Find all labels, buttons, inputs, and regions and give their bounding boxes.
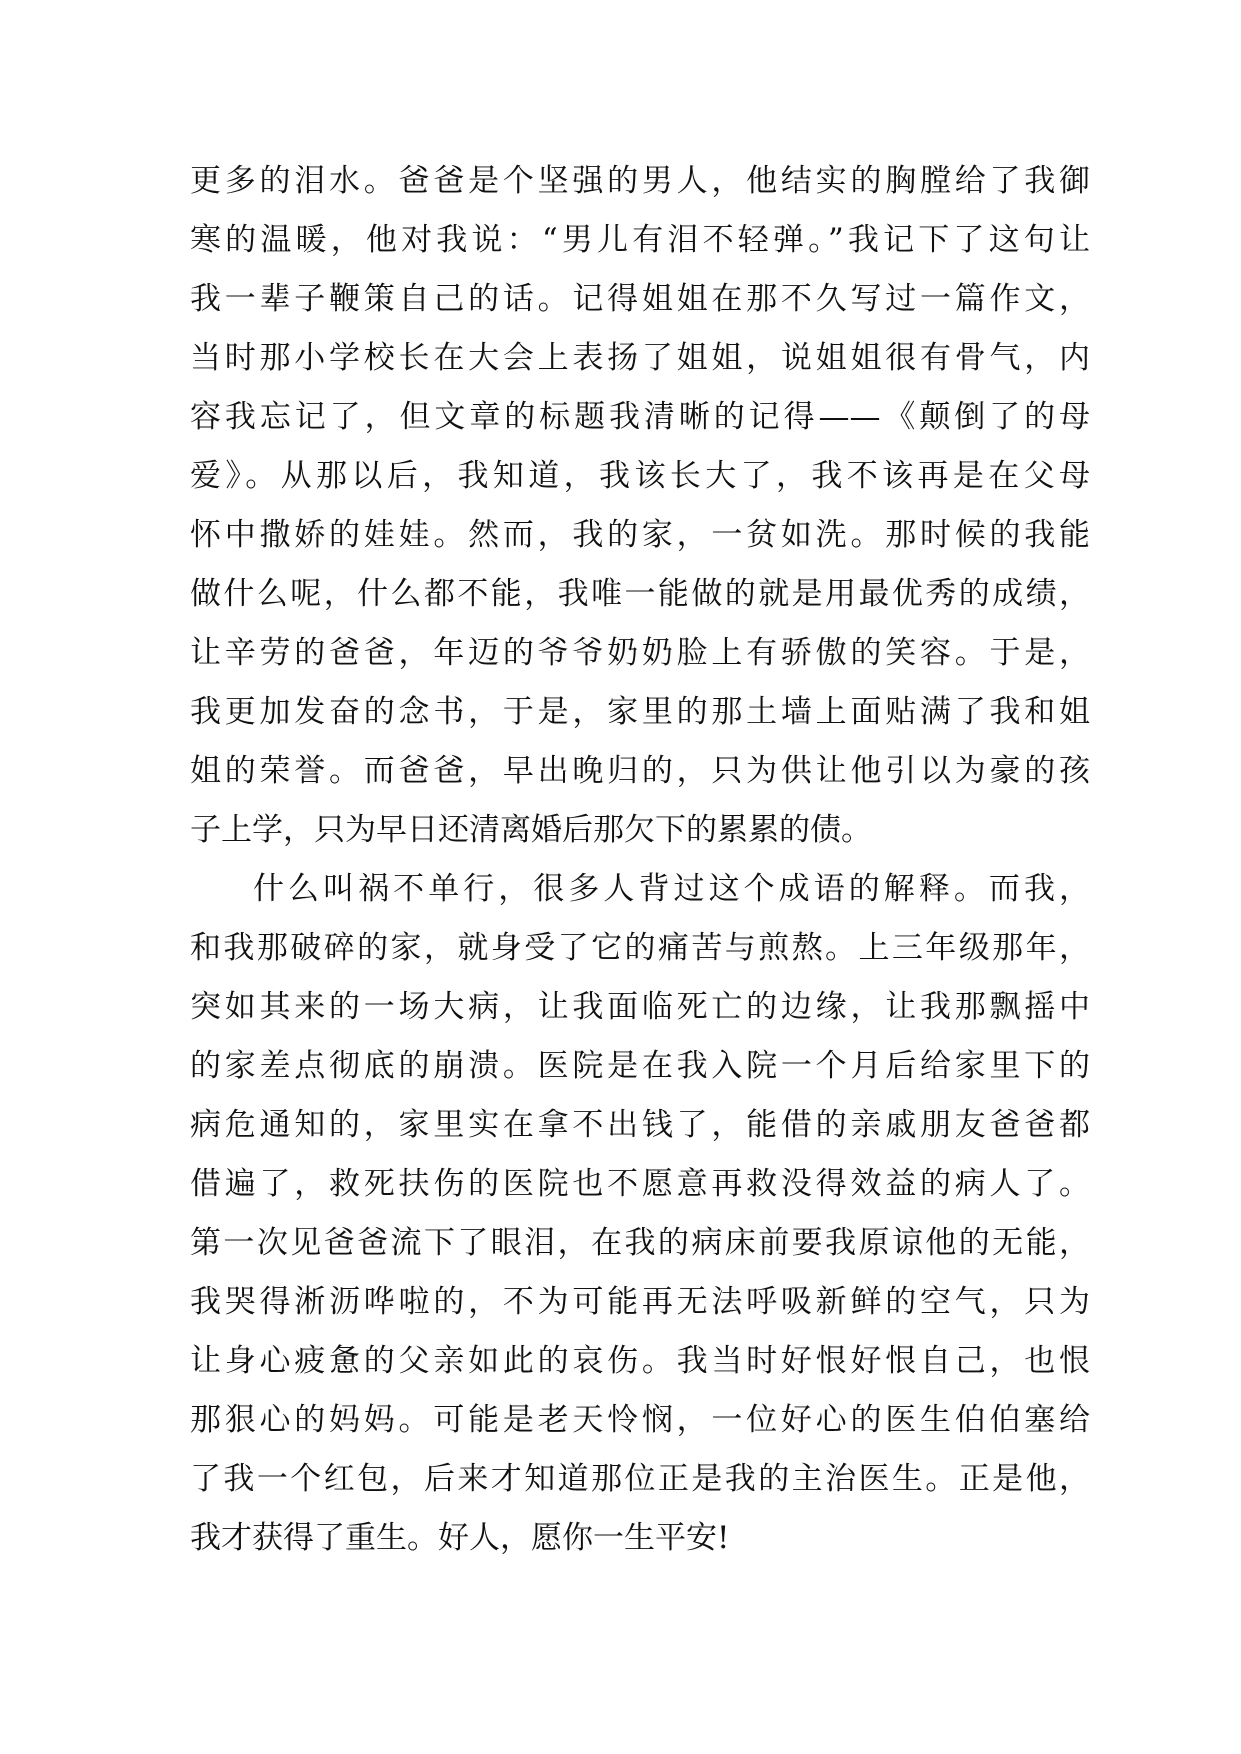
text-line: 借遍了，救死扶伤的医院也不愿意再救没得效益的病人了。 <box>190 1166 1090 1202</box>
text-line: 第一次见爸爸流下了眼泪，在我的病床前要我原谅他的无能， <box>190 1225 1090 1261</box>
text-line: 爱》。从那以后，我知道，我该长大了，我不该再是在父母 <box>190 458 1090 494</box>
text-line: 当时那小学校长在大会上表扬了姐姐，说姐姐很有骨气，内 <box>190 340 1090 376</box>
text-line: 突如其来的一场大病，让我面临死亡的边缘，让我那飘摇中 <box>190 989 1090 1025</box>
text-line: 了我一个红包，后来才知道那位正是我的主治医生。正是他， <box>190 1461 1090 1497</box>
text-line: 和我那破碎的家，就身受了它的痛苦与煎熬。上三年级那年， <box>190 930 1090 966</box>
document-body <box>190 152 1090 1568</box>
text-line: 那狠心的妈妈。可能是老天怜悯，一位好心的医生伯伯塞给 <box>190 1402 1090 1438</box>
paragraph-2 <box>190 860 1090 1568</box>
text-line: 更多的泪水。爸爸是个坚强的男人，他结实的胸膛给了我御 <box>190 163 1090 199</box>
text-line: 我哭得淅沥哗啦的，不为可能再无法呼吸新鲜的空气，只为 <box>190 1284 1090 1320</box>
text-line: 病危通知的，家里实在拿不出钱了，能借的亲戚朋友爸爸都 <box>190 1107 1090 1143</box>
text-line: 怀中撒娇的娃娃。然而，我的家，一贫如洗。那时候的我能 <box>190 517 1090 553</box>
text-line: 的家差点彻底的崩溃。医院是在我入院一个月后给家里下的 <box>190 1048 1090 1084</box>
text-line: 容我忘记了，但文章的标题我清晰的记得——《颠倒了的母 <box>190 399 1090 435</box>
text-line: 我才获得了重生。好人，愿你一生平安! <box>190 1520 730 1556</box>
text-line: 让辛劳的爸爸，年迈的爷爷奶奶脸上有骄傲的笑容。于是， <box>190 635 1090 671</box>
paragraph-1 <box>190 152 1090 860</box>
text-line: 我一辈子鞭策自己的话。记得姐姐在那不久写过一篇作文， <box>190 281 1090 317</box>
text-line: 寒的温暖，他对我说：“男儿有泪不轻弹。”我记下了这句让 <box>190 222 1090 258</box>
text-line: 姐的荣誉。而爸爸，早出晚归的，只为供让他引以为豪的孩 <box>190 753 1090 789</box>
text-line: 让身心疲惫的父亲如此的哀伤。我当时好恨好恨自己，也恨 <box>190 1343 1090 1379</box>
text-line: 我更加发奋的念书，于是，家里的那土墙上面贴满了我和姐 <box>190 694 1090 730</box>
text-line: 做什么呢，什么都不能，我唯一能做的就是用最优秀的成绩， <box>190 576 1090 612</box>
text-line: 什么叫祸不单行，很多人背过这个成语的解释。而我， <box>253 871 1090 907</box>
text-line: 子上学，只为早日还清离婚后那欠下的累累的债。 <box>190 812 872 848</box>
